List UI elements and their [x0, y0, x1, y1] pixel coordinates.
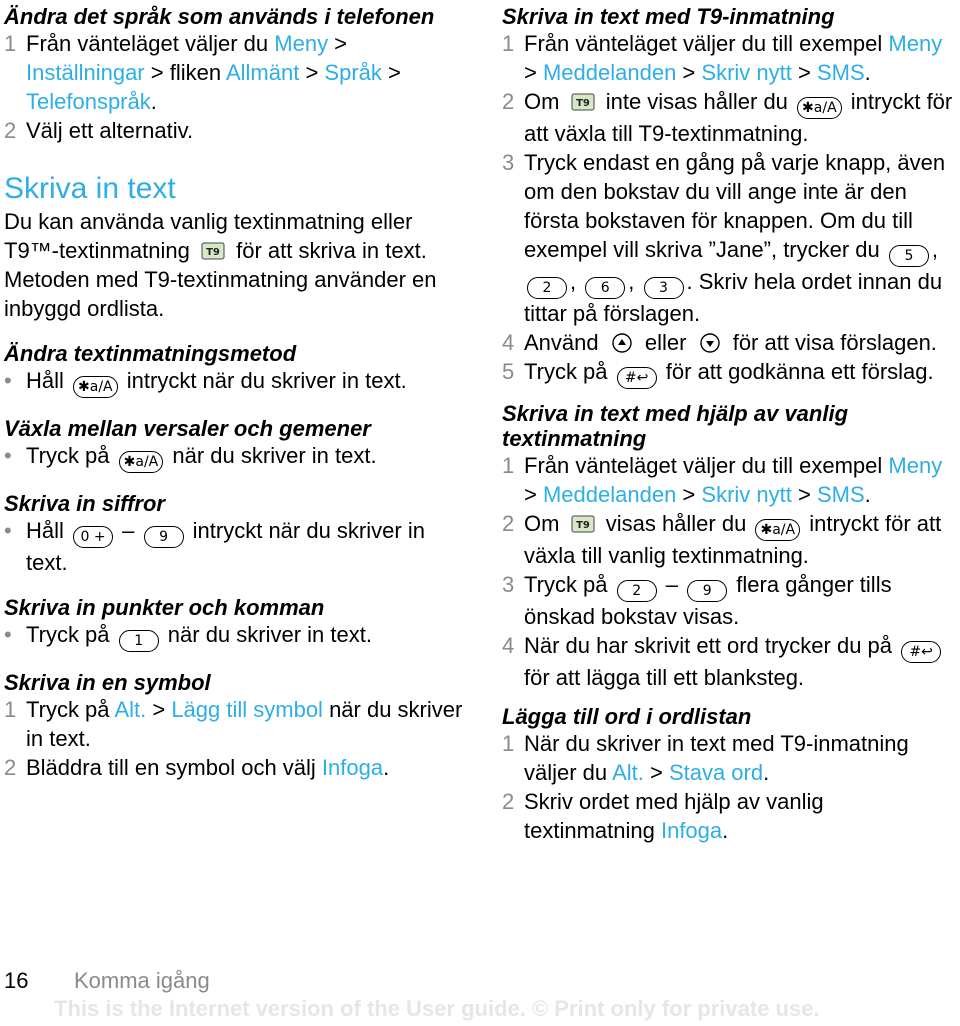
bullet-text: Tryck på: [26, 443, 110, 468]
link-add-symbol[interactable]: Lägg till symbol: [171, 697, 323, 722]
page-number: 16: [4, 968, 29, 993]
step-text: .: [864, 60, 871, 85]
heading-change-method: Ändra textinmatningsmetod: [4, 341, 297, 366]
step-t9-5: [502, 357, 958, 389]
step-text: > fliken: [144, 60, 226, 85]
step-number: 1: [502, 731, 515, 756]
dash: –: [665, 572, 679, 597]
step-text: inte visas håller du: [605, 89, 788, 114]
step-text: >: [146, 697, 172, 722]
step-text: Från vänteläget väljer du till exempel: [524, 31, 889, 56]
step-symbol-1: [4, 695, 466, 753]
star-key-icon: ✱a/A: [73, 376, 118, 398]
step-language-1: [4, 29, 466, 116]
step-number: 1: [502, 31, 515, 56]
watermark-text: This is the Internet version of the User guide. © Print only for private use.: [54, 996, 820, 1021]
step-text: .: [864, 482, 871, 507]
star-key-icon: ✱a/A: [797, 97, 842, 119]
svg-text:T9: T9: [575, 98, 590, 109]
step-text: Tryck endast en gång på varje knapp, även om den bokstav du vill ange inte är den första bokstaven för knappen. Om du till exempel vill skriva ”Jane”, trycker du: [524, 150, 946, 262]
step-t9-1: [502, 29, 958, 87]
link-menu[interactable]: Meny: [274, 31, 329, 56]
step-symbol-2: [4, 753, 466, 782]
bullet-punctuation: [4, 620, 466, 652]
section-title: Skriva in text: [4, 172, 176, 205]
bullet-icon: •: [4, 443, 12, 468]
link-phone-language[interactable]: Telefonspråk: [26, 89, 151, 114]
step-number: 2: [4, 755, 17, 780]
heading-digits: Skriva in siffror: [4, 491, 165, 516]
step-text: När du har skrivit ett ord trycker du på: [524, 633, 893, 658]
step-t9-2: [502, 87, 958, 148]
star-key-icon: ✱a/A: [119, 451, 164, 473]
step-text: Använd: [524, 330, 599, 355]
step-normal-3: [502, 570, 958, 631]
intro-text: Du kan använda vanlig textinmatning eller T9™-textinmatning: [4, 209, 413, 263]
step-text: Tryck på: [26, 697, 115, 722]
step-text: >: [791, 482, 817, 507]
link-messaging[interactable]: Meddelanden: [542, 482, 677, 507]
step-text: flera gånger tills önskad bokstav visas.: [524, 572, 892, 629]
step-normal-4: [502, 631, 958, 692]
step-number: 1: [4, 31, 17, 56]
step-text: >: [643, 760, 669, 785]
bullet-icon: •: [4, 622, 12, 647]
two-key-icon: 2: [527, 277, 567, 299]
step-text: Skriv ordet med hjälp av vanlig textinmatning: [524, 789, 824, 843]
step-text: när du skriver in text.: [26, 697, 463, 751]
step-number: 2: [502, 89, 515, 114]
nine-key-icon: 9: [144, 526, 184, 548]
link-spell-word[interactable]: Stava ord: [668, 760, 764, 785]
step-number: 2: [502, 789, 515, 814]
five-key-icon: 5: [889, 245, 929, 267]
star-key-icon: ✱a/A: [755, 519, 800, 541]
link-settings[interactable]: Inställningar: [26, 60, 145, 85]
step-number: 5: [502, 359, 515, 384]
step-text: Välj ett alternativ.: [26, 118, 194, 143]
link-sms[interactable]: SMS: [816, 60, 865, 85]
link-menu[interactable]: Meny: [888, 453, 943, 478]
step-text: .: [383, 755, 390, 780]
bullet-text: när du skriver in text.: [172, 443, 377, 468]
step-text: Från vänteläget väljer du till exempel: [524, 453, 889, 478]
step-text: eller: [644, 330, 687, 355]
bullet-digits: [4, 516, 466, 577]
step-text: >: [791, 60, 817, 85]
heading-toggle-case: Växla mellan versaler och gemener: [4, 416, 371, 441]
right-column: [502, 4, 958, 845]
step-text: Tryck på: [524, 572, 608, 597]
two-key-icon: 2: [617, 580, 657, 602]
step-text: >: [328, 31, 348, 56]
step-number: 4: [502, 633, 515, 658]
link-options[interactable]: Alt.: [612, 760, 644, 785]
step-text: >: [524, 482, 543, 507]
comma: ,: [570, 269, 577, 294]
bullet-icon: •: [4, 368, 12, 393]
step-text: visas håller du: [605, 511, 747, 536]
step-text: Från vänteläget väljer du: [26, 31, 275, 56]
step-text: . Skriv hela ordet innan du tittar på förslagen.: [524, 269, 943, 326]
heading-change-language: Ändra det språk som används i telefonen: [4, 4, 435, 29]
t9-icon: [201, 241, 225, 261]
step-number: 1: [502, 453, 515, 478]
bullet-text: när du skriver in text.: [167, 622, 372, 647]
bullet-text: Håll: [26, 518, 64, 543]
nav-down-icon: [698, 333, 722, 353]
step-text: Om: [524, 511, 560, 536]
link-sms[interactable]: SMS: [816, 482, 865, 507]
link-language[interactable]: Språk: [324, 60, 382, 85]
step-number: 4: [502, 330, 515, 355]
bullet-text: intryckt när du skriver in text.: [26, 518, 425, 575]
step-text: för att godkänna ett förslag.: [665, 359, 934, 384]
bullet-change-method: [4, 366, 466, 398]
link-options[interactable]: Alt.: [114, 697, 147, 722]
bullet-text: Tryck på: [26, 622, 110, 647]
link-general[interactable]: Allmänt: [225, 60, 300, 85]
svg-text:T9: T9: [575, 520, 590, 531]
link-messaging[interactable]: Meddelanden: [542, 60, 677, 85]
step-text: för att visa förslagen.: [732, 330, 937, 355]
three-key-icon: 3: [644, 277, 684, 299]
t9-icon: [571, 92, 595, 112]
nav-up-icon: [610, 333, 634, 353]
step-dict-2: [502, 787, 958, 845]
step-number: 1: [4, 697, 17, 722]
step-language-2: [4, 116, 466, 145]
nine-key-icon: 9: [687, 580, 727, 602]
dash: –: [122, 518, 135, 543]
footer-section-title: Komma igång: [74, 968, 210, 993]
step-text: >: [299, 60, 325, 85]
intro-text: för att skriva in text. Metoden med T9-textinmatning använder en inbyggd ordlista.: [4, 238, 437, 321]
heading-symbol: Skriva in en symbol: [4, 670, 211, 695]
step-text: Bläddra till en symbol och välj: [26, 755, 322, 780]
svg-text:T9: T9: [206, 247, 220, 258]
heading-dictionary: Lägga till ord i ordlistan: [502, 704, 752, 729]
step-text: .: [150, 89, 157, 114]
step-text: >: [381, 60, 401, 85]
step-number: 2: [4, 118, 17, 143]
step-text: Tryck på: [524, 359, 608, 384]
step-t9-4: [502, 328, 958, 357]
step-normal-1: [502, 451, 958, 509]
link-write-new[interactable]: Skriv nytt: [701, 60, 792, 85]
step-t9-3: [502, 148, 958, 328]
step-text: Om: [524, 89, 560, 114]
heading-t9-input: Skriva in text med T9-inmatning: [502, 4, 835, 29]
section-intro: [4, 207, 466, 323]
bullet-toggle-case: [4, 441, 466, 473]
step-text: intryckt för att växla till T9-textinmatning.: [524, 89, 953, 146]
zero-key-icon: 0 +: [73, 526, 113, 548]
step-text: för att lägga till ett blanksteg.: [524, 665, 805, 690]
six-key-icon: 6: [585, 277, 625, 299]
step-dict-1: [502, 729, 958, 787]
link-insert[interactable]: Infoga: [660, 818, 723, 843]
comma: ,: [931, 237, 939, 262]
step-text: intryckt för att växla till vanlig textinmatning.: [524, 511, 942, 568]
step-text: >: [676, 60, 702, 85]
hash-key-icon: #↩: [617, 367, 657, 389]
bullet-text: Håll: [26, 368, 64, 393]
step-number: 2: [502, 511, 515, 536]
step-text: När du skriver in text med T9-inmatning väljer du: [524, 731, 909, 785]
hash-key-icon: #↩: [901, 641, 941, 663]
step-text: >: [676, 482, 702, 507]
step-text: .: [763, 760, 770, 785]
comma: ,: [628, 269, 635, 294]
heading-punctuation: Skriva in punkter och komman: [4, 595, 325, 620]
left-column: [4, 4, 466, 782]
one-key-icon: 1: [119, 630, 159, 652]
link-write-new[interactable]: Skriv nytt: [701, 482, 792, 507]
step-number: 3: [502, 572, 515, 597]
link-menu[interactable]: Meny: [888, 31, 943, 56]
bullet-icon: •: [4, 518, 12, 543]
heading-normal-input: Skriva in text med hjälp av vanlig textinmatning: [502, 401, 849, 451]
link-insert[interactable]: Infoga: [321, 755, 384, 780]
step-text: .: [722, 818, 729, 843]
step-text: >: [524, 60, 543, 85]
step-normal-2: [502, 509, 958, 570]
t9-icon: [571, 514, 595, 534]
bullet-text: intryckt när du skriver in text.: [126, 368, 407, 393]
step-number: 3: [502, 150, 515, 175]
